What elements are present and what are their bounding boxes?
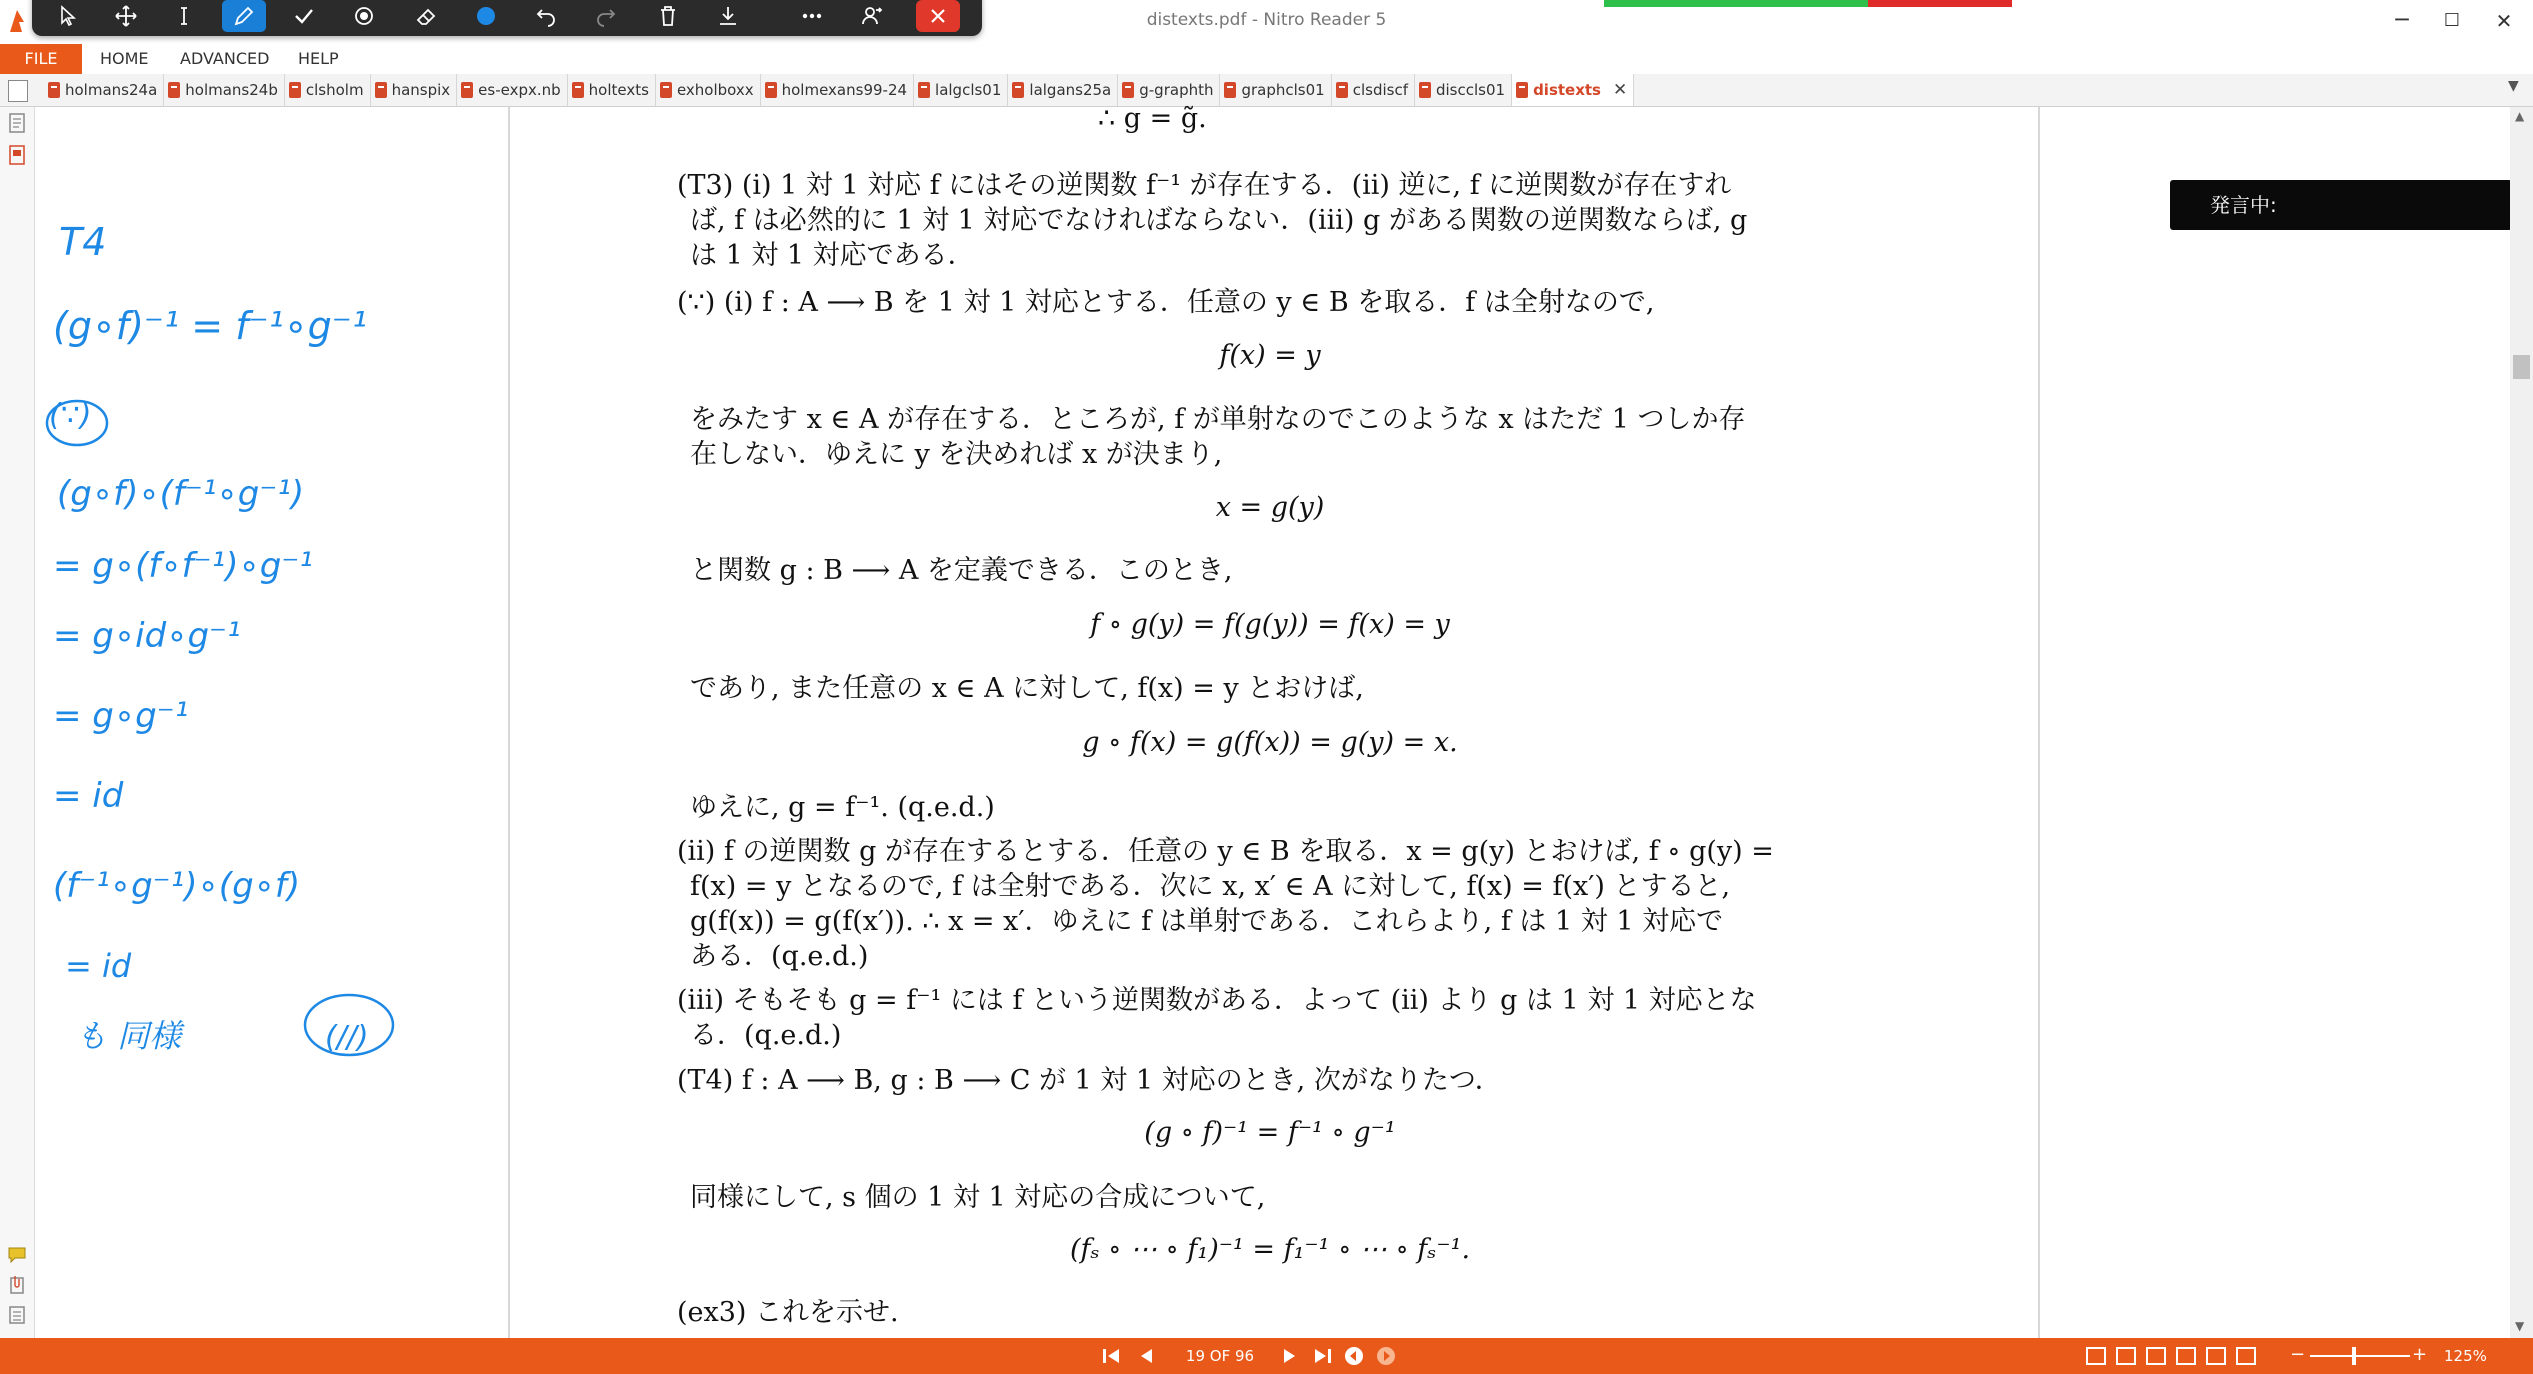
status-bar — [0, 1338, 2533, 1374]
doc-line: 同様にして, s 個の 1 対 1 対応の合成について, — [690, 1182, 1266, 1213]
doc-tab[interactable]: holmans24b — [164, 74, 285, 106]
check-tool[interactable] — [282, 0, 326, 32]
doc-tab[interactable]: lalgans25a — [1008, 74, 1118, 106]
forward-circle-icon — [1375, 1345, 1397, 1367]
doc-tab[interactable]: holmans24a — [44, 74, 164, 106]
equation: f ∘ g(y) = f(g(y)) = f(x) = y — [1090, 609, 1450, 640]
more-options-button[interactable] — [790, 0, 834, 32]
select-tool[interactable] — [46, 0, 90, 32]
close-icon — [926, 4, 950, 28]
pan-tool[interactable] — [104, 0, 148, 32]
pdf-file-icon — [660, 82, 672, 98]
minimize-button[interactable]: ─ — [2395, 8, 2409, 33]
next-page-icon — [1279, 1347, 1301, 1365]
doc-tab[interactable]: g-graphth — [1118, 74, 1220, 106]
note-line: も 同様 — [75, 1017, 182, 1055]
doc-tab[interactable]: holtexts — [568, 74, 656, 106]
doc-line: (ii) f の逆関数 g が存在するとする．任意の y ∈ B を取る．x = g(y) とおけば, f ∘ g(y) = — [677, 836, 1774, 867]
doc-tab[interactable]: holmexans99-24 — [761, 74, 914, 106]
pdf-file-icon — [1516, 82, 1528, 98]
doc-line: と関数 g : B ⟶ A を定義できる．このとき, — [690, 555, 1233, 586]
note-line: (g∘f)⁻¹ = f⁻¹∘g⁻¹ — [53, 304, 368, 348]
doc-tab[interactable]: es-expx.nb — [457, 74, 568, 106]
note-line: (g∘f)∘(f⁻¹∘g⁻¹) — [57, 474, 305, 514]
equation: x = g(y) — [1215, 492, 1325, 523]
stamp-icon — [352, 4, 376, 28]
doc-line: ゆえに, g = f⁻¹. (q.e.d.) — [690, 792, 995, 823]
fit-width-icon[interactable] — [2206, 1347, 2226, 1365]
save-ink-button[interactable] — [706, 0, 750, 32]
ink-annotations — [35, 107, 508, 1338]
active-doc-tab[interactable]: distexts ✕ — [1512, 74, 1634, 106]
doc-line: 在しない．ゆえに y を決めれば x が決まり, — [690, 439, 1223, 470]
single-page-view-icon[interactable] — [2086, 1347, 2106, 1365]
pdf-file-icon — [375, 82, 387, 98]
note-line: (//) — [325, 1020, 369, 1055]
speaking-indicator: 発言中: — [2170, 180, 2512, 230]
bookmarks-icon[interactable] — [8, 113, 26, 133]
equation: (fₛ ∘ ⋯ ∘ f₁)⁻¹ = f₁⁻¹ ∘ ⋯ ∘ fₛ⁻¹. — [1069, 1234, 1471, 1265]
comments-icon[interactable] — [8, 1245, 26, 1265]
cursor-arrow-icon — [56, 4, 80, 28]
scroll-down-icon[interactable]: ▼ — [2515, 1319, 2525, 1333]
pdf-page[interactable] — [510, 103, 2038, 1338]
note-line: = id — [65, 947, 132, 985]
tab-close-icon[interactable]: ✕ — [1613, 80, 1628, 100]
status-indicator-red — [1868, 0, 2012, 7]
note-line: = g∘(f∘f⁻¹)∘g⁻¹ — [53, 546, 313, 586]
help-menu[interactable]: HELP — [298, 49, 339, 68]
pdf-file-icon — [1336, 82, 1348, 98]
note-line: T4 — [59, 220, 107, 264]
doc-line: ∴ g = g̃. — [1098, 103, 1207, 134]
doc-line: ば, f は必然的に 1 対 1 対応でなければならない．(iii) g がある関数の逆関数ならば, g — [690, 205, 1748, 236]
handwritten-notes-area[interactable] — [35, 107, 508, 1338]
pdf-file-icon — [48, 82, 60, 98]
note-line: = id — [53, 776, 124, 816]
color-picker[interactable] — [464, 0, 508, 32]
file-menu[interactable]: FILE — [0, 44, 82, 74]
pdf-file-icon — [461, 82, 473, 98]
doc-line: ある．(q.e.d.) — [690, 941, 869, 972]
doc-tab[interactable]: clsholm — [285, 74, 371, 106]
pdf-file-icon — [168, 82, 180, 98]
doc-line: (∵) (i) f : A ⟶ B を 1 対 1 対応とする．任意の y ∈ B を取る．f は全射なので, — [677, 287, 1655, 318]
doc-line: (iii) そもそも g = f⁻¹ には f という逆関数がある．よって (ii) より g は 1 対 1 対応とな — [677, 985, 1757, 1016]
document-tab-bar — [0, 74, 2533, 107]
eraser-tool[interactable] — [404, 0, 448, 32]
pen-icon — [232, 4, 256, 28]
text-cursor-tool[interactable] — [162, 0, 206, 32]
delete-button[interactable] — [646, 0, 690, 32]
last-page-button[interactable] — [1310, 1345, 1334, 1367]
pdf-file-icon — [1122, 82, 1134, 98]
fit-page-icon[interactable] — [2236, 1347, 2256, 1365]
zoom-level[interactable]: 125% — [2444, 1347, 2487, 1365]
forward-view-button[interactable] — [1374, 1345, 1398, 1367]
left-panel-rail — [0, 107, 35, 1338]
equation: f(x) = y — [1219, 340, 1321, 371]
pdf-file-icon — [289, 82, 301, 98]
doc-line: る．(q.e.d.) — [690, 1020, 842, 1051]
doc-line: は 1 対 1 対応である． — [690, 240, 975, 271]
tab-list-icon[interactable] — [8, 80, 28, 102]
zoom-out-button[interactable]: − — [2290, 1344, 2306, 1365]
previous-page-button[interactable] — [1134, 1345, 1158, 1367]
vertical-scrollbar[interactable] — [2510, 107, 2533, 1338]
doc-line: g(f(x)) = g(f(x′)). ∴ x = x′．ゆえに f は単射である．これらより, f は 1 対 1 対応で — [690, 906, 1724, 937]
advanced-menu[interactable]: ADVANCED — [180, 49, 270, 68]
check-icon — [292, 4, 316, 28]
scrollbar-thumb[interactable] — [2513, 355, 2530, 379]
doc-tab[interactable]: lalgcls01 — [914, 74, 1008, 106]
close-ink-toolbar-button[interactable] — [916, 0, 960, 32]
text-cursor-icon — [172, 4, 196, 28]
color-dot-icon — [474, 4, 498, 28]
redo-button[interactable] — [584, 0, 628, 32]
pdf-file-icon — [765, 82, 777, 98]
home-menu[interactable]: HOME — [100, 49, 149, 68]
doc-tab[interactable]: graphcls01 — [1220, 74, 1331, 106]
first-page-icon — [1101, 1347, 1123, 1365]
share-button[interactable] — [850, 0, 894, 32]
equation: (g ∘ f)⁻¹ = f⁻¹ ∘ g⁻¹ — [1144, 1117, 1396, 1148]
page-indicator[interactable]: 19 OF 96 — [1185, 1347, 1255, 1365]
attachments-icon[interactable] — [8, 1275, 26, 1295]
redo-icon — [594, 4, 618, 28]
pdf-file-icon — [1224, 82, 1236, 98]
doc-tab[interactable]: disccls01 — [1415, 74, 1512, 106]
back-view-button[interactable] — [1342, 1345, 1366, 1367]
doc-line: であり, また任意の x ∈ A に対して, f(x) = y とおけば, — [690, 673, 1364, 704]
download-icon — [716, 4, 740, 28]
doc-line: (T4) f : A ⟶ B, g : B ⟶ C が 1 対 1 対応のとき, 次がなりたつ． — [677, 1065, 1502, 1096]
note-line: (f⁻¹∘g⁻¹)∘(g∘f) — [53, 866, 301, 906]
zoom-in-button[interactable]: + — [2412, 1344, 2428, 1365]
menu-bar — [0, 44, 2533, 74]
pdf-file-icon — [572, 82, 584, 98]
status-indicator-green — [1604, 0, 1868, 7]
right-margin-area — [2040, 107, 2510, 1338]
facing-view-icon[interactable] — [2146, 1347, 2166, 1365]
back-circle-icon — [1343, 1345, 1365, 1367]
equation: g ∘ f(x) = g(f(x)) = g(y) = x. — [1082, 727, 1458, 758]
scroll-up-icon[interactable]: ▲ — [2515, 109, 2525, 123]
facing-continuous-view-icon[interactable] — [2176, 1347, 2196, 1365]
last-page-icon — [1311, 1347, 1333, 1365]
ink-toolbar — [32, 0, 982, 36]
tab-overflow-chevron-icon[interactable]: ▼ — [2508, 78, 2519, 94]
zoom-slider[interactable] — [2310, 1355, 2410, 1357]
doc-tab[interactable]: hanspix — [371, 74, 458, 106]
previous-page-icon — [1135, 1347, 1157, 1365]
user-share-icon — [860, 4, 884, 28]
more-dots-icon — [800, 4, 824, 28]
doc-line: (T3) (i) 1 対 1 対応 f にはその逆関数 f⁻¹ が存在する．(ii) 逆に, f に逆関数が存在すれ — [677, 170, 1732, 201]
pdf-file-icon — [1419, 82, 1431, 98]
output-icon[interactable] — [8, 1305, 26, 1325]
doc-line: f(x) = y となるので, f は全射である．次に x, x′ ∈ A に対して, f(x) = f(x′) とすると, — [690, 871, 1731, 902]
next-page-button[interactable] — [1278, 1345, 1302, 1367]
close-window-button[interactable]: ✕ — [2495, 9, 2513, 33]
note-line: = g∘g⁻¹ — [53, 696, 189, 736]
move-arrows-icon — [114, 4, 138, 28]
first-page-button[interactable] — [1100, 1345, 1124, 1367]
pages-icon[interactable] — [8, 145, 26, 165]
trash-icon — [656, 4, 680, 28]
doc-line: をみたす x ∈ A が存在する．ところが, f が単射なのでこのような x はただ 1 つしか存 — [690, 404, 1746, 435]
maximize-button[interactable]: ☐ — [2443, 10, 2461, 31]
note-line: = g∘id∘g⁻¹ — [53, 616, 241, 656]
note-line: (∵) — [49, 398, 92, 433]
stamp-tool[interactable] — [342, 0, 386, 32]
continuous-view-icon[interactable] — [2116, 1347, 2136, 1365]
zoom-slider-thumb[interactable] — [2352, 1347, 2356, 1365]
doc-tab[interactable]: clsdiscf — [1332, 74, 1415, 106]
pen-tool[interactable] — [222, 0, 266, 32]
window-title: distexts.pdf - Nitro Reader 5 — [1146, 10, 1387, 30]
undo-icon — [534, 4, 558, 28]
doc-line: (ex3) これを示せ. — [677, 1297, 899, 1328]
pdf-file-icon — [918, 82, 930, 98]
eraser-icon — [414, 4, 438, 28]
doc-tab[interactable]: exholboxx — [656, 74, 761, 106]
pdf-file-icon — [1012, 82, 1024, 98]
undo-button[interactable] — [524, 0, 568, 32]
